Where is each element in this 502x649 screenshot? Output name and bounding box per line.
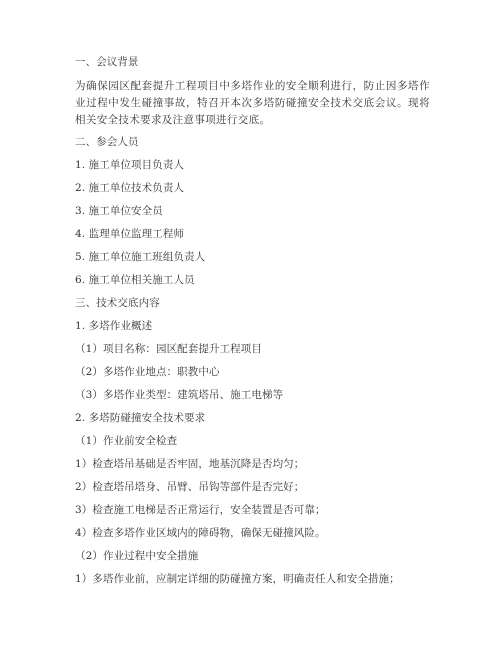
subsection-heading-overview: 1. 多塔作业概述	[75, 320, 153, 332]
attendee-item: 5. 施工单位施工班组负责人	[75, 251, 206, 263]
during-work-heading: （2）作业过程中安全措施	[75, 550, 199, 562]
pre-check-heading: （1）作业前安全检查	[75, 435, 178, 447]
pre-check-item: 3）检查施工电梯是否正常运行，安全装置是否可靠；	[75, 504, 326, 516]
subsection-heading-requirements: 2. 多塔防碰撞安全技术要求	[75, 412, 206, 424]
pre-check-item: 1）检查塔吊基础是否牢固，地基沉降是否均匀；	[75, 458, 305, 470]
attendee-item: 3. 施工单位安全员	[75, 205, 163, 217]
section-heading-background: 一、会议背景	[75, 56, 139, 68]
background-paragraph: 为确保园区配套提升工程项目中多塔作业的安全顺利进行，防止因多塔作业过程中发生碰撞事故，特召开本次多塔防碰撞安全技术交底会议。现将相关安全技术要求及注意事项进行交底。	[75, 80, 430, 126]
pre-check-item: 2）检查塔吊塔身、吊臂、吊钩等部件是否完好；	[75, 481, 305, 493]
section-heading-attendees: 二、参会人员	[75, 136, 139, 148]
attendee-item: 2. 施工单位技术负责人	[75, 182, 185, 194]
attendee-item: 6. 施工单位相关施工人员	[75, 274, 195, 286]
attendee-item: 1. 施工单位项目负责人	[75, 159, 185, 171]
attendee-item: 4. 监理单位监理工程师	[75, 228, 185, 240]
overview-item: （2）多塔作业地点：职教中心	[75, 366, 220, 378]
overview-item: （3）多塔作业类型：建筑塔吊、施工电梯等	[75, 389, 284, 401]
pre-check-item: 4）检查多塔作业区域内的障碍物，确保无碰撞风险。	[75, 527, 326, 539]
overview-item: （1）项目名称：园区配套提升工程项目	[75, 343, 262, 355]
during-work-item: 1）多塔作业前，应制定详细的防碰撞方案，明确责任人和安全措施；	[75, 573, 400, 585]
section-heading-technical: 三、技术交底内容	[75, 297, 160, 309]
